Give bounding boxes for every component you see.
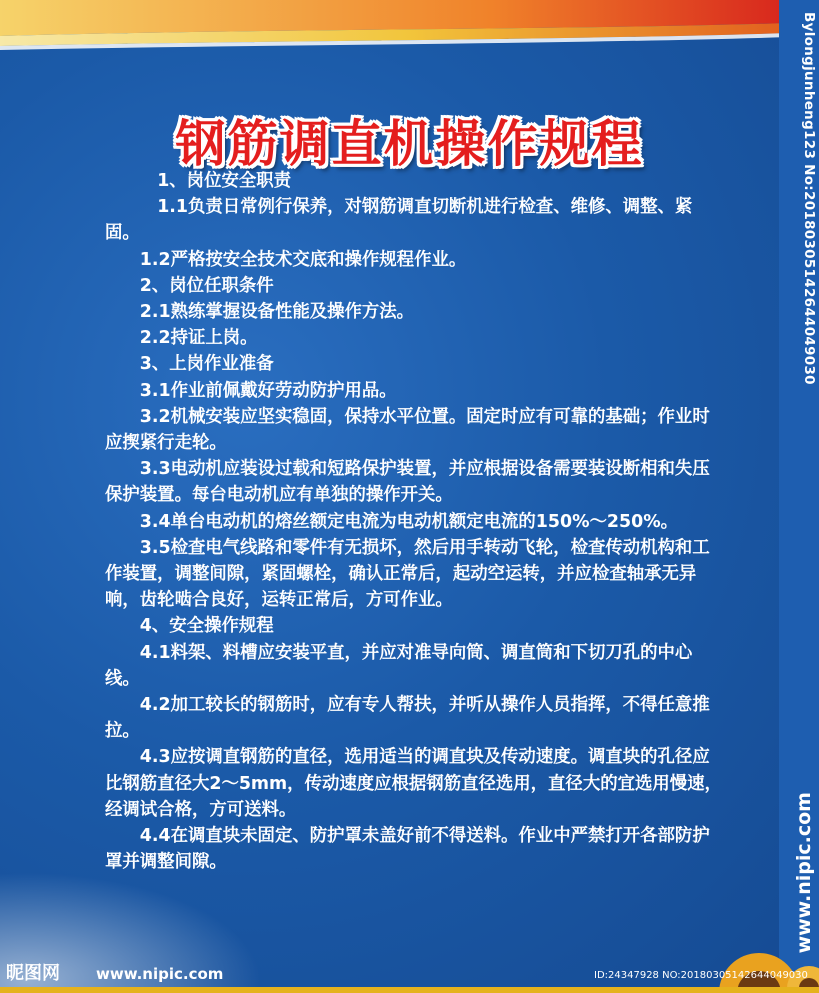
paragraph: 4.1料架、料槽应安装平直，并应对准导向筒、调直筒和下切刀孔的中心线。 xyxy=(105,642,693,689)
paragraph: 4.2加工较长的钢筋时，应有专人帮扶，并听从操作人员指挥，不得任意推拉。 xyxy=(105,695,710,742)
bottom-id-watermark: ID:24347928 NO:20180305142644049030 xyxy=(594,970,808,981)
side-site-watermark: www.nipic.com xyxy=(793,792,815,954)
paragraph: 3.1作业前佩戴好劳动防护用品。 xyxy=(139,380,397,401)
top-decoration xyxy=(0,0,819,60)
paragraph: 3.5检查电气线路和零件有无损坏，然后用手转动飞轮，检查传动机构和工作装置，调整间隙，紧固螺栓，确认正常后，起动空运转，并应检查轴承无异响，齿轮啮合良好，运转正常后，方可作业。 xyxy=(105,537,710,611)
paragraph: 3.2机械安装应坚实稳固，保持水平位置。固定时应有可靠的基础；作业时应揳紧行走轮。 xyxy=(105,406,710,454)
paragraph: 2.2持证上岗。 xyxy=(139,328,258,349)
nipic-logo-watermark: 昵图网 xyxy=(6,963,60,984)
paragraph: 3.3电动机应装设过载和短路保护装置，并应根据设备需要装设断相和失压保护装置。每台电动机应有单独的操作开关。 xyxy=(105,459,710,506)
side-id-watermark: Bylongjunheng123 No:20180305142644049030 xyxy=(801,12,817,385)
paragraph: 2.1熟练掌握设备性能及操作方法。 xyxy=(139,302,415,323)
paragraph: 1.2严格按安全技术交底和操作规程作业。 xyxy=(139,249,467,270)
section-heading: 3、上岗作业准备 xyxy=(139,354,274,375)
bottom-accent-bar xyxy=(0,987,819,993)
paragraph: 3.4单台电动机的熔丝额定电流为电动机额定电流的150%～250%。 xyxy=(139,511,679,532)
procedure-text xyxy=(105,168,725,875)
section-heading: 1、岗位安全职责 xyxy=(157,171,292,191)
section-heading: 4、安全操作规程 xyxy=(139,616,274,637)
section-heading: 2、岗位任职条件 xyxy=(139,275,274,296)
page-title: 钢筋调直机操作规程 xyxy=(175,114,644,173)
paragraph: 4.4在调直块未固定、防护罩未盖好前不得送料。作业中严禁打开各部防护罩并调整间隙。 xyxy=(105,826,710,873)
paragraph: 1.1负责日常例行保养，对钢筋调直切断机进行检查、维修、调整、紧固。 xyxy=(105,197,693,244)
paragraph: 4.3应按调直钢筋的直径，选用适当的调直块及传动速度。调直块的孔径应比钢筋直径大2～5mm，传动速度应根据钢筋直径选用，直径大的宜选用慢速，经调试合格，方可送料。 xyxy=(105,747,722,820)
nipic-url-watermark: www.nipic.com xyxy=(96,965,224,983)
